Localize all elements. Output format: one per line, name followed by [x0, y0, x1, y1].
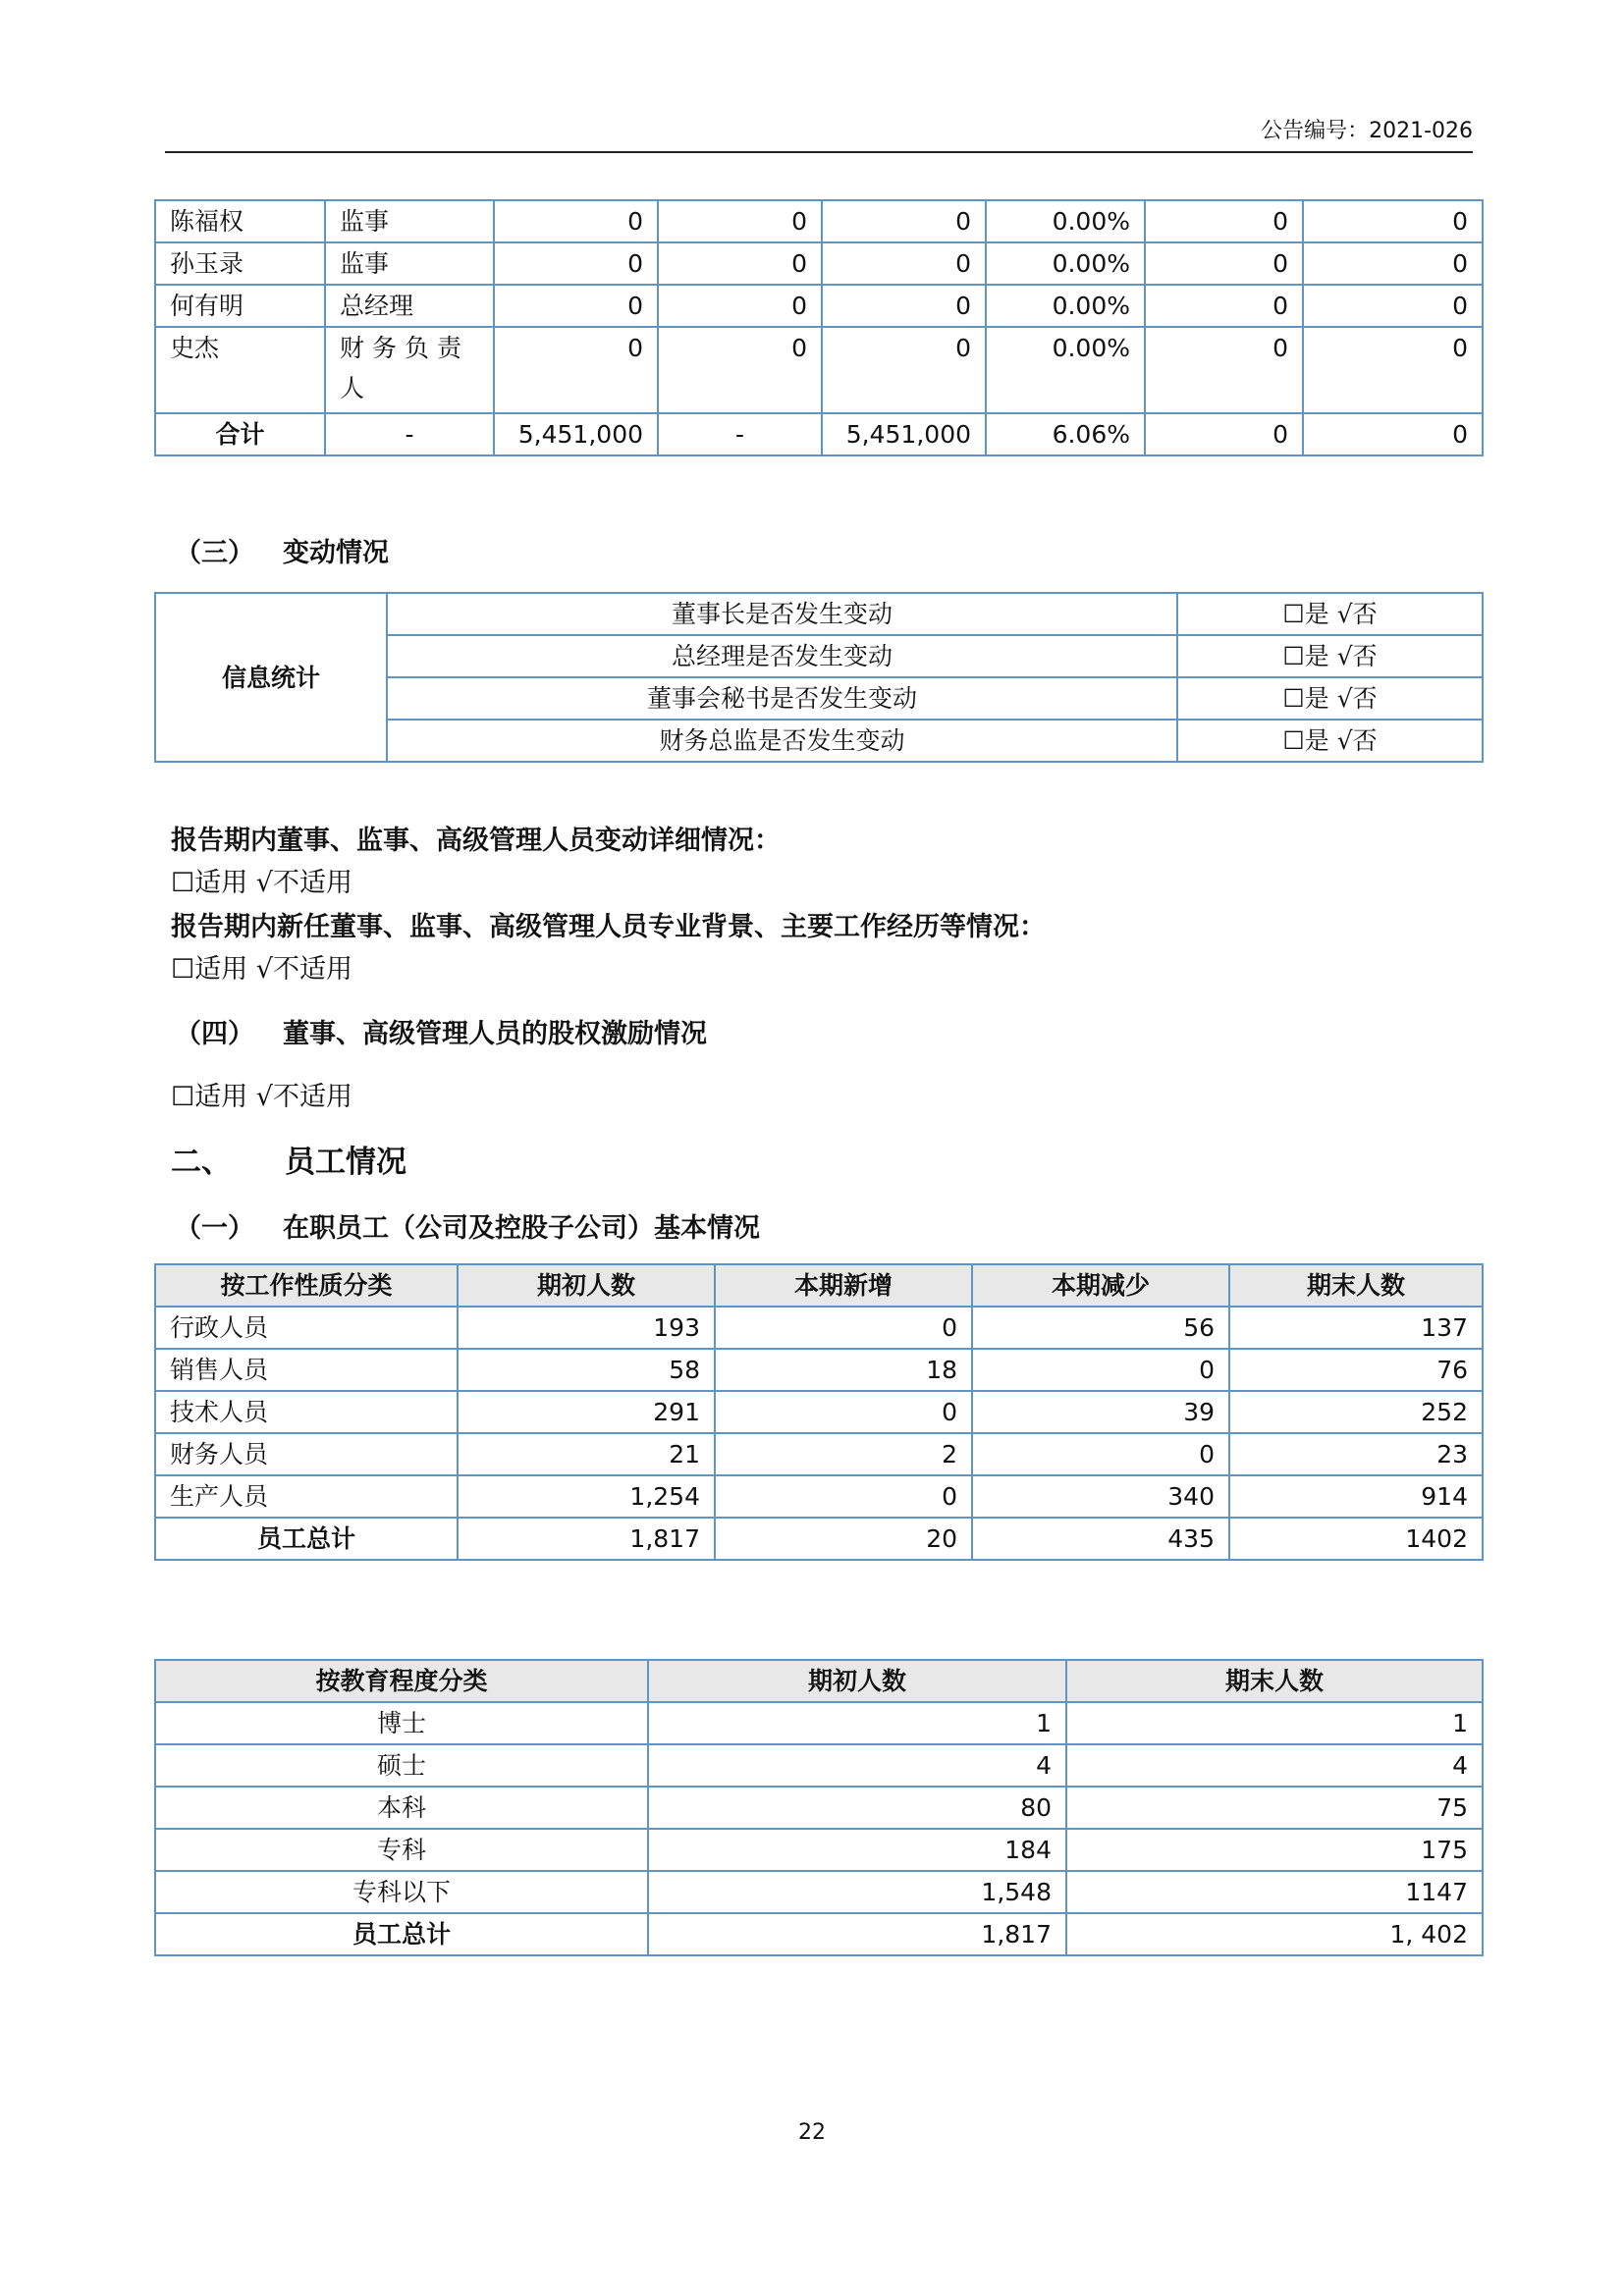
cell-value: 0 [1303, 200, 1483, 242]
cell-position: 财务负责人 [325, 327, 494, 413]
table-row [155, 1349, 1483, 1391]
header-divider [165, 151, 1473, 153]
new-appoint-title: 报告期内新任董事、监事、高级管理人员专业背景、主要工作经历等情况： [171, 912, 1046, 942]
cell-value: 58 [458, 1349, 715, 1391]
cell-value: - [658, 413, 822, 455]
cell-category: 专科以下 [155, 1871, 648, 1913]
table-row [155, 242, 1483, 285]
section-number: （一） [175, 1213, 254, 1244]
cell-value: 0 [494, 242, 658, 285]
cell-value: 184 [648, 1829, 1066, 1871]
job-type-table [154, 1263, 1484, 1561]
cell-value: 0.00% [986, 327, 1145, 413]
table-row [155, 1391, 1483, 1433]
section-heading-changes [175, 531, 389, 569]
cell-total-label: 员工总计 [155, 1518, 458, 1560]
cell-value: 1 [648, 1702, 1066, 1744]
cell-value: 0 [1303, 242, 1483, 285]
table-total-row [155, 413, 1483, 455]
section-heading-employees [171, 1137, 406, 1181]
cell-total-label: 合计 [155, 413, 325, 455]
cell-category: 行政人员 [155, 1307, 458, 1349]
cell-value: 1147 [1066, 1871, 1483, 1913]
table-header-row [155, 1264, 1483, 1307]
cell-value: 1,817 [648, 1913, 1066, 1955]
cell-value: 193 [458, 1307, 715, 1349]
cell-value: 1,548 [648, 1871, 1066, 1913]
section-title: 变动情况 [283, 538, 389, 568]
section-number: （四） [175, 1019, 254, 1049]
table-row [155, 1871, 1483, 1913]
cell-category: 技术人员 [155, 1391, 458, 1433]
cell-position: 总经理 [325, 285, 494, 327]
cell-value: 0 [1145, 413, 1303, 455]
change-item: 董事长是否发生变动 [387, 593, 1177, 635]
cell-value: 5,451,000 [822, 413, 986, 455]
cell-value: 0 [822, 327, 986, 413]
cell-value: 0 [1303, 327, 1483, 413]
cell-category: 博士 [155, 1702, 648, 1744]
table-row [155, 1475, 1483, 1518]
table-row [155, 1787, 1483, 1829]
cell-value: 20 [715, 1518, 972, 1560]
cell-value: 0 [658, 285, 822, 327]
cell-value: 75 [1066, 1787, 1483, 1829]
cell-value: 435 [972, 1518, 1229, 1560]
cell-value: 0 [494, 285, 658, 327]
table-row [155, 1702, 1483, 1744]
cell-position: 监事 [325, 200, 494, 242]
cell-value: 23 [1229, 1433, 1483, 1475]
cell-value: 252 [1229, 1391, 1483, 1433]
change-detail-title: 报告期内董事、监事、高级管理人员变动详细情况： [171, 826, 781, 856]
cell-value: 0 [715, 1475, 972, 1518]
cell-category: 本科 [155, 1787, 648, 1829]
section-number: 二、 [171, 1145, 232, 1180]
changes-table [154, 592, 1484, 763]
table-row [155, 285, 1483, 327]
cell-value: 1, 402 [1066, 1913, 1483, 1955]
table-row [155, 200, 1483, 242]
cell-category: 财务人员 [155, 1433, 458, 1475]
change-choice: ☐是 √否 [1177, 720, 1483, 762]
table-row [155, 1829, 1483, 1871]
cell-value: 137 [1229, 1307, 1483, 1349]
column-header: 期初人数 [458, 1264, 715, 1307]
cell-value: 0 [822, 285, 986, 327]
incentive-choice: ☐适用 √不适用 [171, 1082, 352, 1112]
section-heading-incentive [175, 1012, 707, 1050]
column-header: 本期新增 [715, 1264, 972, 1307]
cell-value: 0 [715, 1307, 972, 1349]
cell-value: 4 [1066, 1744, 1483, 1787]
cell-value: 4 [648, 1744, 1066, 1787]
cell-value: 76 [1229, 1349, 1483, 1391]
cell-value: 0.00% [986, 285, 1145, 327]
cell-value: 2 [715, 1433, 972, 1475]
section-title: 员工情况 [285, 1145, 406, 1180]
change-choice: ☐是 √否 [1177, 593, 1483, 635]
cell-value: 0.00% [986, 242, 1145, 285]
cell-value: 0 [1145, 242, 1303, 285]
cell-value: 5,451,000 [494, 413, 658, 455]
section-title: 在职员工（公司及控股子公司）基本情况 [283, 1213, 760, 1244]
table-row [155, 1307, 1483, 1349]
education-table [154, 1659, 1484, 1956]
cell-name: 何有明 [155, 285, 325, 327]
cell-name: 孙玉录 [155, 242, 325, 285]
column-header: 本期减少 [972, 1264, 1229, 1307]
table-row [155, 593, 1483, 635]
cell-value: 0 [1303, 413, 1483, 455]
cell-value: 0 [1145, 327, 1303, 413]
cell-value: 21 [458, 1433, 715, 1475]
cell-value: 80 [648, 1787, 1066, 1829]
cell-value: 175 [1066, 1829, 1483, 1871]
cell-value: 0 [972, 1349, 1229, 1391]
cell-value: 0.00% [986, 200, 1145, 242]
section-heading-employee-basic [175, 1206, 760, 1245]
section-title: 董事、高级管理人员的股权激励情况 [283, 1019, 707, 1049]
cell-value: 1 [1066, 1702, 1483, 1744]
table-header-row [155, 1660, 1483, 1702]
cell-value: 18 [715, 1349, 972, 1391]
table-total-row [155, 1913, 1483, 1955]
cell-value: 0 [1145, 200, 1303, 242]
table-row [155, 327, 1483, 413]
cell-value: 0 [658, 327, 822, 413]
cell-name: 史杰 [155, 327, 325, 413]
cell-value: 0 [658, 242, 822, 285]
cell-total-label: 员工总计 [155, 1913, 648, 1955]
announcement-number: 公告编号：2021-026 [1261, 119, 1473, 143]
change-detail-choice: ☐适用 √不适用 [171, 868, 352, 898]
change-item: 总经理是否发生变动 [387, 635, 1177, 677]
column-header: 期末人数 [1229, 1264, 1483, 1307]
cell-value: 0 [972, 1433, 1229, 1475]
cell-category: 销售人员 [155, 1349, 458, 1391]
cell-value: 914 [1229, 1475, 1483, 1518]
shareholding-table [154, 199, 1484, 456]
cell-category: 生产人员 [155, 1475, 458, 1518]
table-row [155, 1744, 1483, 1787]
cell-value: 0 [822, 242, 986, 285]
change-choice: ☐是 √否 [1177, 635, 1483, 677]
cell-value: 0 [715, 1391, 972, 1433]
cell-value: 0 [1303, 285, 1483, 327]
section-number: （三） [175, 538, 254, 568]
cell-value: 340 [972, 1475, 1229, 1518]
table-row [155, 1433, 1483, 1475]
column-header: 期初人数 [648, 1660, 1066, 1702]
cell-value: 0 [494, 327, 658, 413]
cell-value: 6.06% [986, 413, 1145, 455]
cell-value: 0 [494, 200, 658, 242]
cell-value: 1,817 [458, 1518, 715, 1560]
page-number: 22 [798, 2120, 826, 2145]
change-item: 董事会秘书是否发生变动 [387, 677, 1177, 720]
column-header: 按教育程度分类 [155, 1660, 648, 1702]
cell-value: 0 [822, 200, 986, 242]
change-item: 财务总监是否发生变动 [387, 720, 1177, 762]
new-appoint-choice: ☐适用 √不适用 [171, 954, 352, 985]
cell-name: 陈福权 [155, 200, 325, 242]
cell-value: 0 [658, 200, 822, 242]
cell-position: 监事 [325, 242, 494, 285]
change-choice: ☐是 √否 [1177, 677, 1483, 720]
cell-category: 专科 [155, 1829, 648, 1871]
info-stat-label: 信息统计 [155, 593, 387, 762]
cell-value: - [325, 413, 494, 455]
column-header: 按工作性质分类 [155, 1264, 458, 1307]
table-total-row [155, 1518, 1483, 1560]
cell-value: 56 [972, 1307, 1229, 1349]
cell-category: 硕士 [155, 1744, 648, 1787]
cell-value: 1,254 [458, 1475, 715, 1518]
cell-value: 1402 [1229, 1518, 1483, 1560]
cell-value: 291 [458, 1391, 715, 1433]
cell-value: 0 [1145, 285, 1303, 327]
column-header: 期末人数 [1066, 1660, 1483, 1702]
cell-value: 39 [972, 1391, 1229, 1433]
